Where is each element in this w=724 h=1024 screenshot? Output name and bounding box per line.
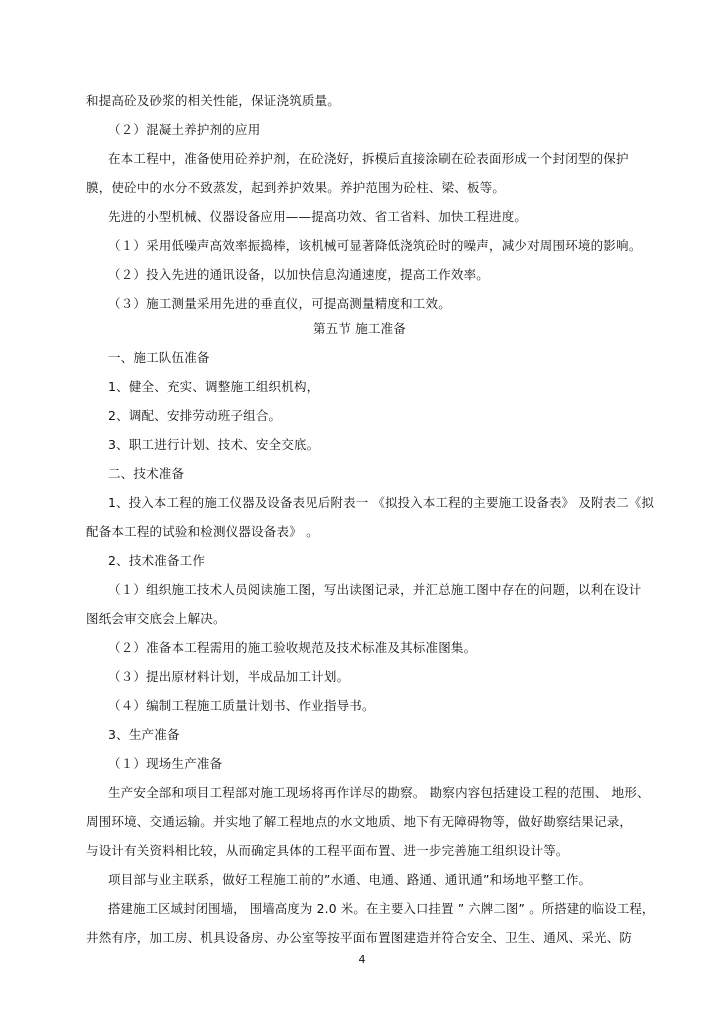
text-line: 周围环境、交通运输。并实地了解工程地点的水文地质、地下有无障碍物等，做好勘察结果记录， — [86, 814, 633, 829]
text-line: 井然有序，加工房、机具设备房、办公室等按平面布置图建造并符合安全、卫生、通风、采光、防 — [86, 930, 633, 945]
text-line: （３）提出原材料计划，半成品加工计划。 — [108, 669, 350, 684]
text-line: 2、调配、安排劳动班子组合。 — [108, 408, 282, 423]
text-line: 1、投入本工程的施工仪器及设备表见后附表一 《拟投入本工程的主要施工设备表》 及附表二《拟 — [108, 495, 655, 510]
text-line: 图纸会审交底会上解决。 — [86, 611, 226, 626]
text-line: 2、技术准备工作 — [108, 553, 206, 568]
text-line: 搭建施工区域封闭围墙， 围墙高度为 2.0 米。在主要入口挂置 ” 六牌二图” 。所搭建的临设工程， — [108, 901, 655, 916]
text-line: （１）采用低噪声高效率振捣棒，该机械可显著降低浇筑砼时的噪声，减少对周围环境的影响。 — [108, 238, 642, 253]
text-line: （２）准备本工程需用的施工验收规范及技术标准及其标准图集。 — [108, 640, 477, 655]
text-line: 3、生产准备 — [108, 727, 180, 742]
text-line: （１）组织施工技术人员阅读施工图，写出读图记录，并汇总施工图中存在的问题，以利在设计 — [108, 582, 642, 597]
text-line: 1、健全、充实、调整施工组织机构， — [108, 379, 320, 394]
text-line: 与设计有关资料相比较，从而确定具体的工程平面布置、进一步完善施工组织设计等。 — [86, 843, 569, 858]
text-line: （３）施工测量采用先进的垂直仪，可提高测量精度和工效。 — [108, 296, 451, 311]
text-line: 配备本工程的试验和检测仪器设备表》 。 — [86, 524, 319, 539]
page-number: 4 — [358, 953, 366, 966]
text-line: 膜，使砼中的水分不致蒸发，起到养护效果。养护范围为砼柱、梁、板等。 — [86, 180, 506, 195]
text-line: 和提高砼及砂浆的相关性能，保证浇筑质量。 — [86, 93, 341, 108]
text-line: （４）编制工程施工质量计划书、作业指导书。 — [108, 698, 375, 713]
text-line: 二、技术准备 — [108, 466, 185, 481]
text-line: （１）现场生产准备 — [108, 756, 223, 771]
text-line: （２）投入先进的通讯设备，以加快信息沟通速度，提高工作效率。 — [108, 267, 490, 282]
text-line: 生产安全部和项目工程部对施工现场将再作详尽的勘察。 勘察内容包括建设工程的范围、 地形、 — [108, 785, 650, 800]
text-line: 3、职工进行计划、技术、安全交底。 — [108, 437, 320, 452]
text-line: 一、施工队伍准备 — [108, 350, 210, 365]
text-line: （２）混凝土养护剂的应用 — [108, 122, 261, 137]
text-line: 先进的小型机械、仪器设备应用——提高功效、省工省料、加快工程进度。 — [108, 209, 528, 224]
text-line: 在本工程中，准备使用砼养护剂，在砼浇好，拆模后直接涂刷在砼表面形成一个封闭型的保护 — [108, 151, 629, 166]
text-line: 项目部与业主联系，做好工程施工前的”水通、电通、路通、通讯通”和场地平整工作。 — [108, 872, 592, 887]
section-heading: 第五节 施工准备 — [313, 321, 407, 336]
